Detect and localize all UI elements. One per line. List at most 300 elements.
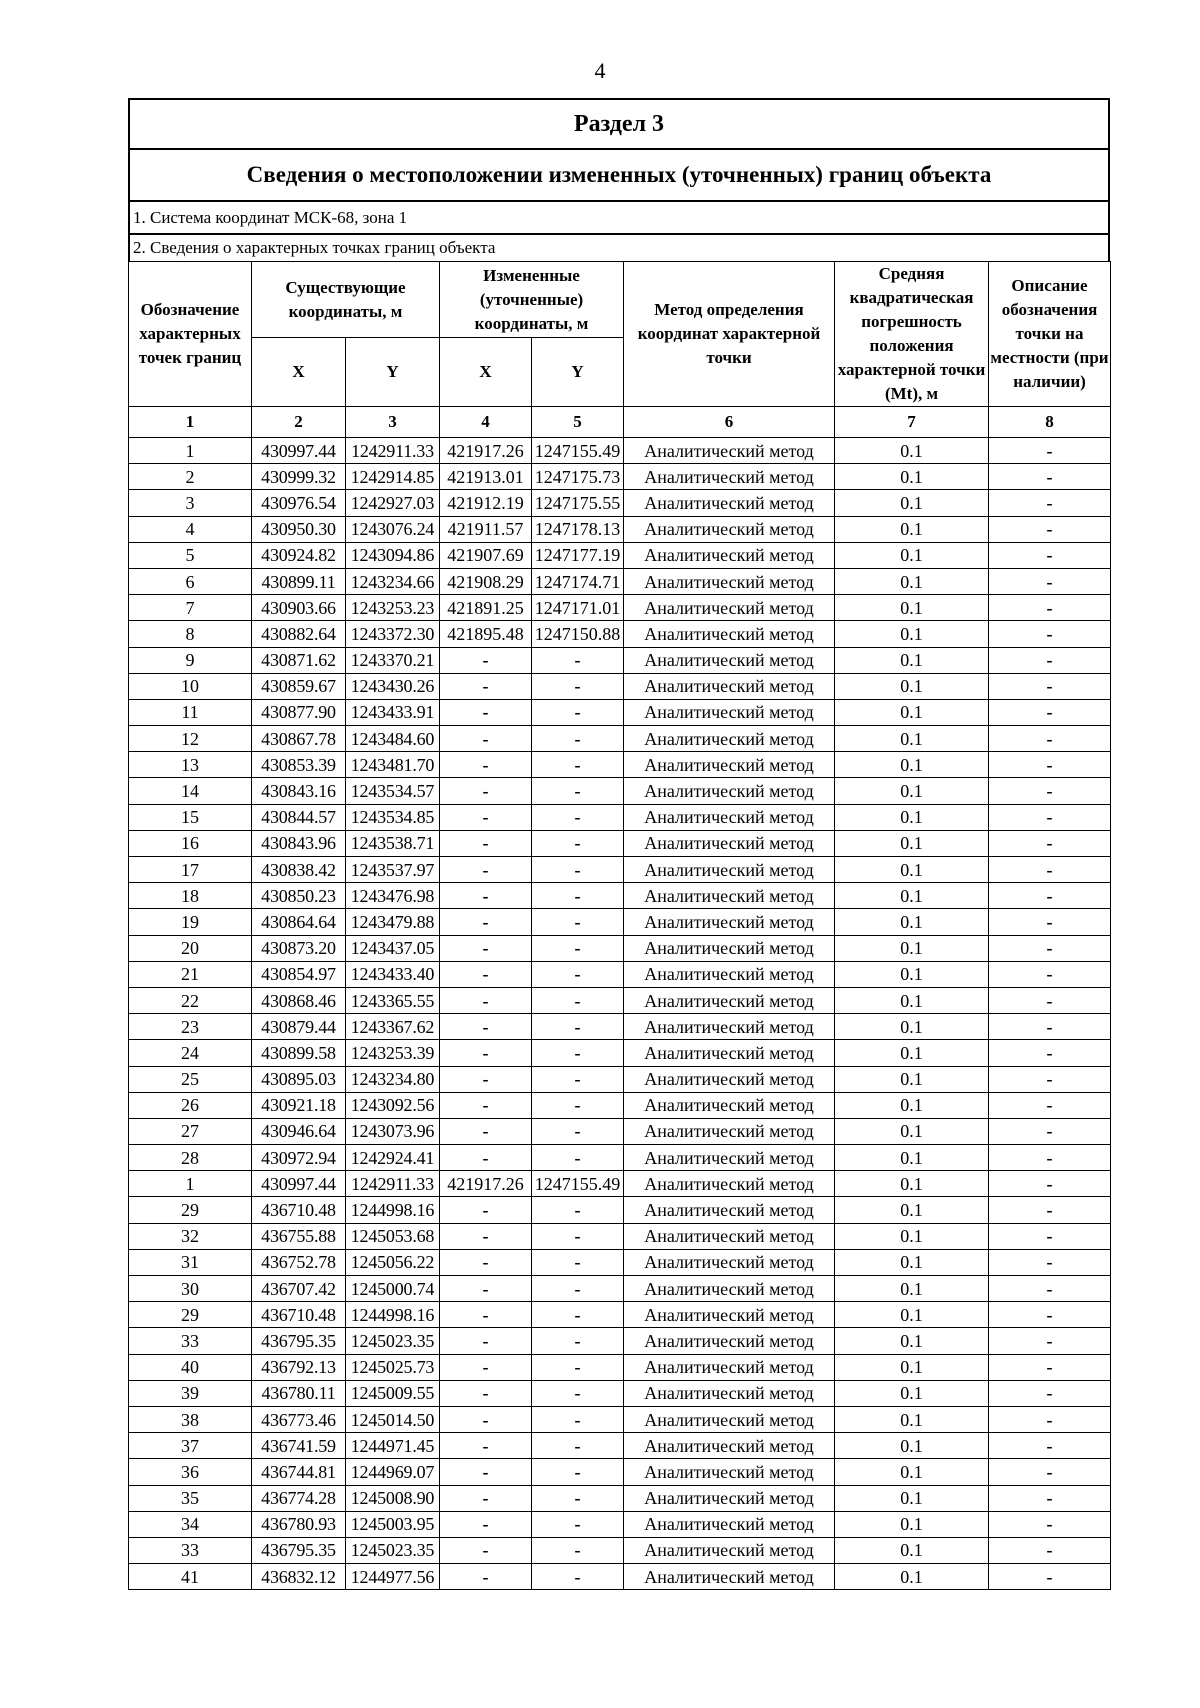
table-row xyxy=(129,804,1111,830)
table-row xyxy=(129,647,1111,673)
changed-y-cell: - xyxy=(532,647,624,673)
changed-x-cell: - xyxy=(440,1485,532,1511)
table-row xyxy=(129,1564,1111,1590)
changed-y-cell: - xyxy=(532,804,624,830)
header-y-changed: Y xyxy=(532,338,624,407)
method-cell: Аналитический метод xyxy=(624,1249,835,1275)
table-row xyxy=(129,1092,1111,1118)
changed-y-cell: - xyxy=(532,1564,624,1590)
col-number: 8 xyxy=(989,407,1111,438)
table-row xyxy=(129,621,1111,647)
existing-x-cell: 430924.82 xyxy=(252,542,346,568)
description-cell: - xyxy=(989,1380,1111,1406)
method-cell: Аналитический метод xyxy=(624,699,835,725)
description-cell: - xyxy=(989,1354,1111,1380)
changed-y-cell: 1247177.19 xyxy=(532,542,624,568)
existing-x-cell: 436755.88 xyxy=(252,1223,346,1249)
existing-x-cell: 436774.28 xyxy=(252,1485,346,1511)
method-cell: Аналитический метод xyxy=(624,1406,835,1432)
existing-x-cell: 430972.94 xyxy=(252,1145,346,1171)
method-cell: Аналитический метод xyxy=(624,1537,835,1563)
existing-x-cell: 430871.62 xyxy=(252,647,346,673)
description-cell: - xyxy=(989,568,1111,594)
description-cell: - xyxy=(989,595,1111,621)
error-cell: 0.1 xyxy=(835,516,989,542)
point-id-cell: 26 xyxy=(129,1092,252,1118)
existing-x-cell: 436741.59 xyxy=(252,1433,346,1459)
existing-x-cell: 430921.18 xyxy=(252,1092,346,1118)
error-cell: 0.1 xyxy=(835,1354,989,1380)
changed-y-cell: - xyxy=(532,1145,624,1171)
point-id-cell: 13 xyxy=(129,752,252,778)
existing-y-cell: 1243073.96 xyxy=(346,1118,440,1144)
changed-y-cell: 1247155.49 xyxy=(532,1171,624,1197)
page-number: 4 xyxy=(594,58,606,83)
header-description: Описание обозначения точки на местности (при наличии) xyxy=(989,262,1111,407)
existing-y-cell: 1243484.60 xyxy=(346,726,440,752)
description-cell: - xyxy=(989,1040,1111,1066)
existing-y-cell: 1244998.16 xyxy=(346,1302,440,1328)
changed-y-cell: - xyxy=(532,1118,624,1144)
error-cell: 0.1 xyxy=(835,568,989,594)
changed-x-cell: - xyxy=(440,1145,532,1171)
point-id-cell: 33 xyxy=(129,1537,252,1563)
point-id-cell: 36 xyxy=(129,1459,252,1485)
table-row xyxy=(129,438,1111,464)
point-id-cell: 24 xyxy=(129,1040,252,1066)
error-cell: 0.1 xyxy=(835,1249,989,1275)
changed-y-cell: - xyxy=(532,1354,624,1380)
error-cell: 0.1 xyxy=(835,542,989,568)
description-cell: - xyxy=(989,804,1111,830)
method-cell: Аналитический метод xyxy=(624,542,835,568)
changed-y-cell: 1247175.73 xyxy=(532,464,624,490)
table-row xyxy=(129,1066,1111,1092)
description-cell: - xyxy=(989,1118,1111,1144)
method-cell: Аналитический метод xyxy=(624,1302,835,1328)
existing-y-cell: 1243367.62 xyxy=(346,1014,440,1040)
col-number: 3 xyxy=(346,407,440,438)
method-cell: Аналитический метод xyxy=(624,621,835,647)
method-cell: Аналитический метод xyxy=(624,1511,835,1537)
changed-x-cell: - xyxy=(440,1354,532,1380)
description-cell: - xyxy=(989,1459,1111,1485)
existing-y-cell: 1242914.85 xyxy=(346,464,440,490)
description-cell: - xyxy=(989,438,1111,464)
table-row xyxy=(129,1197,1111,1223)
changed-x-cell: - xyxy=(440,961,532,987)
header-method: Метод определения координат характерной точки xyxy=(624,262,835,407)
description-cell: - xyxy=(989,1511,1111,1537)
changed-y-cell: - xyxy=(532,1380,624,1406)
existing-y-cell: 1242924.41 xyxy=(346,1145,440,1171)
existing-y-cell: 1243534.85 xyxy=(346,804,440,830)
error-cell: 0.1 xyxy=(835,830,989,856)
description-cell: - xyxy=(989,1014,1111,1040)
table-row xyxy=(129,778,1111,804)
method-cell: Аналитический метод xyxy=(624,490,835,516)
existing-x-cell: 430873.20 xyxy=(252,935,346,961)
method-cell: Аналитический метод xyxy=(624,909,835,935)
existing-x-cell: 430997.44 xyxy=(252,1171,346,1197)
existing-y-cell: 1243253.23 xyxy=(346,595,440,621)
changed-y-cell: - xyxy=(532,699,624,725)
method-cell: Аналитический метод xyxy=(624,883,835,909)
point-id-cell: 35 xyxy=(129,1485,252,1511)
table-row xyxy=(129,987,1111,1013)
description-cell: - xyxy=(989,935,1111,961)
header-designation: Обозначение характерных точек границ xyxy=(129,262,252,407)
existing-x-cell: 430999.32 xyxy=(252,464,346,490)
point-id-cell: 23 xyxy=(129,1014,252,1040)
existing-x-cell: 430882.64 xyxy=(252,621,346,647)
changed-x-cell: - xyxy=(440,1328,532,1354)
description-cell: - xyxy=(989,1433,1111,1459)
existing-y-cell: 1243365.55 xyxy=(346,987,440,1013)
existing-x-cell: 430838.42 xyxy=(252,857,346,883)
error-cell: 0.1 xyxy=(835,1145,989,1171)
description-cell: - xyxy=(989,1564,1111,1590)
table-body xyxy=(129,438,1111,1590)
description-cell: - xyxy=(989,961,1111,987)
changed-x-cell: - xyxy=(440,752,532,778)
existing-x-cell: 430844.57 xyxy=(252,804,346,830)
point-id-cell: 29 xyxy=(129,1302,252,1328)
changed-x-cell: - xyxy=(440,857,532,883)
point-id-cell: 7 xyxy=(129,595,252,621)
existing-x-cell: 436792.13 xyxy=(252,1354,346,1380)
changed-x-cell: - xyxy=(440,1433,532,1459)
method-cell: Аналитический метод xyxy=(624,1276,835,1302)
error-cell: 0.1 xyxy=(835,1511,989,1537)
point-id-cell: 38 xyxy=(129,1406,252,1432)
changed-y-cell: - xyxy=(532,987,624,1013)
existing-y-cell: 1245053.68 xyxy=(346,1223,440,1249)
existing-x-cell: 430843.96 xyxy=(252,830,346,856)
method-cell: Аналитический метод xyxy=(624,1459,835,1485)
changed-x-cell: 421913.01 xyxy=(440,464,532,490)
method-cell: Аналитический метод xyxy=(624,778,835,804)
point-id-cell: 16 xyxy=(129,830,252,856)
changed-y-cell: - xyxy=(532,1066,624,1092)
error-cell: 0.1 xyxy=(835,1302,989,1328)
changed-y-cell: - xyxy=(532,909,624,935)
existing-y-cell: 1243234.80 xyxy=(346,1066,440,1092)
point-id-cell: 31 xyxy=(129,1249,252,1275)
changed-x-cell: 421917.26 xyxy=(440,438,532,464)
method-cell: Аналитический метод xyxy=(624,1433,835,1459)
existing-y-cell: 1243092.56 xyxy=(346,1092,440,1118)
error-cell: 0.1 xyxy=(835,595,989,621)
table-row xyxy=(129,673,1111,699)
existing-y-cell: 1242911.33 xyxy=(346,438,440,464)
description-cell: - xyxy=(989,778,1111,804)
error-cell: 0.1 xyxy=(835,438,989,464)
changed-y-cell: - xyxy=(532,1223,624,1249)
existing-x-cell: 430864.64 xyxy=(252,909,346,935)
changed-x-cell: 421891.25 xyxy=(440,595,532,621)
description-cell: - xyxy=(989,883,1111,909)
changed-x-cell: - xyxy=(440,1040,532,1066)
existing-y-cell: 1245000.74 xyxy=(346,1276,440,1302)
header-changed: Измененные (уточненные) координаты, м xyxy=(440,262,624,338)
error-cell: 0.1 xyxy=(835,621,989,647)
error-cell: 0.1 xyxy=(835,647,989,673)
changed-y-cell: - xyxy=(532,726,624,752)
point-id-cell: 1 xyxy=(129,438,252,464)
table-row xyxy=(129,1276,1111,1302)
changed-x-cell: - xyxy=(440,1118,532,1144)
changed-x-cell: - xyxy=(440,804,532,830)
table-row xyxy=(129,1328,1111,1354)
changed-x-cell: - xyxy=(440,1511,532,1537)
table-row xyxy=(129,1145,1111,1171)
point-id-cell: 30 xyxy=(129,1276,252,1302)
method-cell: Аналитический метод xyxy=(624,1040,835,1066)
existing-y-cell: 1245014.50 xyxy=(346,1406,440,1432)
point-id-cell: 11 xyxy=(129,699,252,725)
description-cell: - xyxy=(989,516,1111,542)
existing-y-cell: 1243437.05 xyxy=(346,935,440,961)
error-cell: 0.1 xyxy=(835,883,989,909)
method-cell: Аналитический метод xyxy=(624,1066,835,1092)
changed-y-cell: 1247175.55 xyxy=(532,490,624,516)
table-row xyxy=(129,1511,1111,1537)
existing-x-cell: 436710.48 xyxy=(252,1302,346,1328)
changed-x-cell: - xyxy=(440,1537,532,1563)
error-cell: 0.1 xyxy=(835,1171,989,1197)
table-row xyxy=(129,542,1111,568)
changed-y-cell: - xyxy=(532,830,624,856)
table-row xyxy=(129,1433,1111,1459)
changed-x-cell: - xyxy=(440,909,532,935)
method-cell: Аналитический метод xyxy=(624,857,835,883)
changed-y-cell: - xyxy=(532,1485,624,1511)
changed-x-cell: - xyxy=(440,987,532,1013)
changed-x-cell: - xyxy=(440,1380,532,1406)
changed-x-cell: - xyxy=(440,1564,532,1590)
existing-x-cell: 436795.35 xyxy=(252,1537,346,1563)
point-id-cell: 6 xyxy=(129,568,252,594)
changed-y-cell: 1247171.01 xyxy=(532,595,624,621)
changed-x-cell: - xyxy=(440,1459,532,1485)
existing-y-cell: 1243537.97 xyxy=(346,857,440,883)
changed-y-cell: - xyxy=(532,1406,624,1432)
point-id-cell: 29 xyxy=(129,1197,252,1223)
existing-x-cell: 430853.39 xyxy=(252,752,346,778)
existing-y-cell: 1243476.98 xyxy=(346,883,440,909)
table-row xyxy=(129,726,1111,752)
error-cell: 0.1 xyxy=(835,1485,989,1511)
point-id-cell: 28 xyxy=(129,1145,252,1171)
points-caption: 2. Сведения о характерных точках границ объекта xyxy=(128,233,1110,261)
existing-x-cell: 430850.23 xyxy=(252,883,346,909)
changed-x-cell: 421895.48 xyxy=(440,621,532,647)
existing-x-cell: 430895.03 xyxy=(252,1066,346,1092)
existing-y-cell: 1244977.56 xyxy=(346,1564,440,1590)
point-id-cell: 21 xyxy=(129,961,252,987)
point-id-cell: 18 xyxy=(129,883,252,909)
method-cell: Аналитический метод xyxy=(624,438,835,464)
error-cell: 0.1 xyxy=(835,490,989,516)
point-id-cell: 3 xyxy=(129,490,252,516)
table-row xyxy=(129,1223,1111,1249)
table-row xyxy=(129,1171,1111,1197)
error-cell: 0.1 xyxy=(835,1223,989,1249)
error-cell: 0.1 xyxy=(835,699,989,725)
existing-y-cell: 1242927.03 xyxy=(346,490,440,516)
description-cell: - xyxy=(989,909,1111,935)
changed-x-cell: - xyxy=(440,1014,532,1040)
error-cell: 0.1 xyxy=(835,778,989,804)
point-id-cell: 4 xyxy=(129,516,252,542)
col-number: 6 xyxy=(624,407,835,438)
existing-x-cell: 436752.78 xyxy=(252,1249,346,1275)
description-cell: - xyxy=(989,830,1111,856)
error-cell: 0.1 xyxy=(835,1092,989,1118)
changed-y-cell: - xyxy=(532,1040,624,1066)
changed-y-cell: - xyxy=(532,1433,624,1459)
description-cell: - xyxy=(989,542,1111,568)
table-row xyxy=(129,568,1111,594)
existing-x-cell: 436780.93 xyxy=(252,1511,346,1537)
method-cell: Аналитический метод xyxy=(624,1485,835,1511)
existing-x-cell: 430854.97 xyxy=(252,961,346,987)
table-row xyxy=(129,883,1111,909)
table-row xyxy=(129,490,1111,516)
description-cell: - xyxy=(989,1223,1111,1249)
point-id-cell: 9 xyxy=(129,647,252,673)
table-row xyxy=(129,1406,1111,1432)
point-id-cell: 12 xyxy=(129,726,252,752)
point-id-cell: 15 xyxy=(129,804,252,830)
table-row xyxy=(129,935,1111,961)
header-x-changed: X xyxy=(440,338,532,407)
existing-x-cell: 436773.46 xyxy=(252,1406,346,1432)
description-cell: - xyxy=(989,857,1111,883)
method-cell: Аналитический метод xyxy=(624,1380,835,1406)
existing-y-cell: 1245009.55 xyxy=(346,1380,440,1406)
point-id-cell: 8 xyxy=(129,621,252,647)
method-cell: Аналитический метод xyxy=(624,1118,835,1144)
existing-y-cell: 1245056.22 xyxy=(346,1249,440,1275)
table-row xyxy=(129,516,1111,542)
error-cell: 0.1 xyxy=(835,1433,989,1459)
changed-y-cell: - xyxy=(532,1092,624,1118)
changed-x-cell: - xyxy=(440,647,532,673)
error-cell: 0.1 xyxy=(835,1197,989,1223)
method-cell: Аналитический метод xyxy=(624,1092,835,1118)
existing-x-cell: 436744.81 xyxy=(252,1459,346,1485)
changed-y-cell: 1247155.49 xyxy=(532,438,624,464)
existing-x-cell: 430950.30 xyxy=(252,516,346,542)
table-row xyxy=(129,1302,1111,1328)
changed-y-cell: - xyxy=(532,857,624,883)
coordinate-system: 1. Система координат МСК-68, зона 1 xyxy=(128,200,1110,233)
error-cell: 0.1 xyxy=(835,1564,989,1590)
changed-x-cell: - xyxy=(440,1223,532,1249)
point-id-cell: 10 xyxy=(129,673,252,699)
changed-x-cell: - xyxy=(440,778,532,804)
section-subtitle: Сведения о местоположении измененных (уточненных) границ объекта xyxy=(128,148,1110,200)
existing-y-cell: 1243430.26 xyxy=(346,673,440,699)
point-id-cell: 37 xyxy=(129,1433,252,1459)
method-cell: Аналитический метод xyxy=(624,726,835,752)
changed-y-cell: - xyxy=(532,778,624,804)
changed-y-cell: - xyxy=(532,1276,624,1302)
error-cell: 0.1 xyxy=(835,1118,989,1144)
changed-x-cell: 421907.69 xyxy=(440,542,532,568)
changed-y-cell: - xyxy=(532,1459,624,1485)
col-number: 4 xyxy=(440,407,532,438)
existing-y-cell: 1243481.70 xyxy=(346,752,440,778)
table-row xyxy=(129,1354,1111,1380)
error-cell: 0.1 xyxy=(835,1040,989,1066)
table-row xyxy=(129,1459,1111,1485)
changed-y-cell: 1247174.71 xyxy=(532,568,624,594)
section-title: Раздел 3 xyxy=(128,98,1110,148)
changed-y-cell: - xyxy=(532,1328,624,1354)
existing-x-cell: 430859.67 xyxy=(252,673,346,699)
description-cell: - xyxy=(989,1092,1111,1118)
table-row xyxy=(129,909,1111,935)
changed-x-cell: 421911.57 xyxy=(440,516,532,542)
description-cell: - xyxy=(989,490,1111,516)
existing-x-cell: 430879.44 xyxy=(252,1014,346,1040)
error-cell: 0.1 xyxy=(835,1459,989,1485)
method-cell: Аналитический метод xyxy=(624,647,835,673)
method-cell: Аналитический метод xyxy=(624,830,835,856)
changed-x-cell: - xyxy=(440,883,532,909)
point-id-cell: 25 xyxy=(129,1066,252,1092)
existing-y-cell: 1243094.86 xyxy=(346,542,440,568)
changed-y-cell: - xyxy=(532,1537,624,1563)
table-row xyxy=(129,1118,1111,1144)
error-cell: 0.1 xyxy=(835,1276,989,1302)
point-id-cell: 2 xyxy=(129,464,252,490)
changed-y-cell: - xyxy=(532,883,624,909)
method-cell: Аналитический метод xyxy=(624,1328,835,1354)
error-cell: 0.1 xyxy=(835,726,989,752)
changed-y-cell: - xyxy=(532,1014,624,1040)
changed-x-cell: - xyxy=(440,1276,532,1302)
existing-y-cell: 1243370.21 xyxy=(346,647,440,673)
point-id-cell: 34 xyxy=(129,1511,252,1537)
error-cell: 0.1 xyxy=(835,987,989,1013)
error-cell: 0.1 xyxy=(835,673,989,699)
method-cell: Аналитический метод xyxy=(624,1564,835,1590)
error-cell: 0.1 xyxy=(835,1537,989,1563)
error-cell: 0.1 xyxy=(835,935,989,961)
method-cell: Аналитический метод xyxy=(624,1014,835,1040)
header-x: X xyxy=(252,338,346,407)
changed-x-cell: - xyxy=(440,699,532,725)
description-cell: - xyxy=(989,987,1111,1013)
method-cell: Аналитический метод xyxy=(624,804,835,830)
changed-x-cell: - xyxy=(440,830,532,856)
point-id-cell: 41 xyxy=(129,1564,252,1590)
col-number: 7 xyxy=(835,407,989,438)
error-cell: 0.1 xyxy=(835,1014,989,1040)
table-row xyxy=(129,752,1111,778)
description-cell: - xyxy=(989,726,1111,752)
document-sheet xyxy=(128,98,1110,1590)
description-cell: - xyxy=(989,1197,1111,1223)
point-id-cell: 5 xyxy=(129,542,252,568)
table-row xyxy=(129,595,1111,621)
table-row xyxy=(129,1380,1111,1406)
existing-x-cell: 430946.64 xyxy=(252,1118,346,1144)
